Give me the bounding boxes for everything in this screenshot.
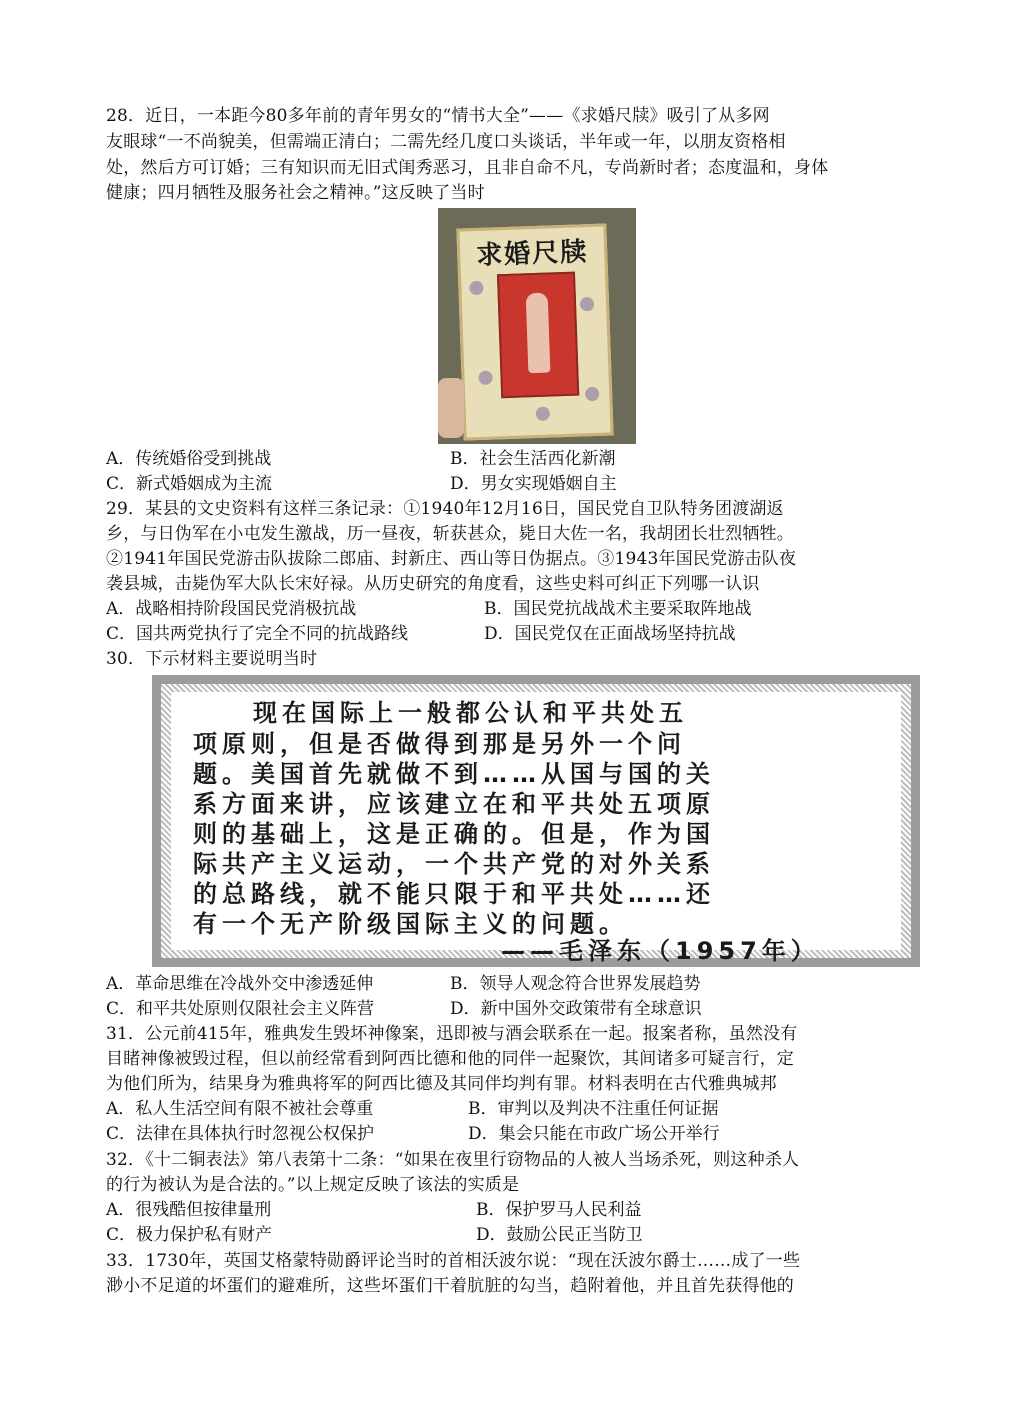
q29-line-3: ②1941年国民党游击队拔除二郎庙、封新庄、西山等日伪据点。③1943年国民党游击队夜 [106,549,797,569]
q31-option-c[interactable]: C．法律在具体执行时忽视公权保护 [106,1124,375,1144]
quote-material [171,692,901,965]
book-cover [456,223,613,440]
q29-line-4: 袭县城，击毙伪军大队长宋好禄。从历史研究的角度看，这些史料可纠正下列哪一认识 [106,574,760,594]
q32-line-1: 32．《十二铜表法》第八表第十二条：“如果在夜里行窃物品的人被人当场杀死，则这种杀人 [106,1150,800,1170]
q30-option-b[interactable]: B．领导人观念符合世界发展趋势 [450,974,701,994]
q29-option-b[interactable]: B．国民党抗战战术主要采取阵地战 [484,599,752,619]
q30-option-c[interactable]: C．和平共处原则仅限社会主义阵营 [106,999,375,1019]
q32-line-2: 的行为被认为是合法的。”以上规定反映了该法的实质是 [106,1175,520,1195]
quote-line: 有一个无产阶级国际主义的问题。 [193,910,628,938]
quote-line: 则的基础上，这是正确的。但是，作为国 [193,820,715,848]
quote-line: 际共产主义运动，一个共产党的对外关系 [193,850,715,878]
q28-option-b[interactable]: B．社会生活西化新潮 [450,449,616,469]
book-cover-illustration [497,272,579,399]
book-cover-title: 求婚尺牍 [475,237,589,271]
quote-material-box [152,675,920,967]
q32-option-c[interactable]: C．极力保护私有财产 [106,1225,273,1245]
q33-line-1: 33．1730年，英国艾格蒙特勋爵评论当时的首相沃波尔说：“现在沃波尔爵士……成了一些 [106,1251,801,1271]
quote-attribution: ——毛泽东（1957年） [501,937,820,965]
flower-ornament [585,387,599,401]
q29-line-2: 乡，与日伪军在小屯发生激战，历一昼夜，斩获甚众，毙日大佐一名，我胡团长壮烈牺牲。 [106,524,794,544]
q28-option-c[interactable]: C．新式婚姻成为主流 [106,474,273,494]
quote-line: 的总路线，就不能只限于和平共处……还 [193,880,715,908]
thumb [438,378,464,438]
q32-option-a[interactable]: A．很残酷但按律量刑 [106,1200,272,1220]
quote-line: 项原则，但是否做得到那是另外一个问 [193,730,686,758]
q29-option-a[interactable]: A．战略相持阶段国民党消极抗战 [106,599,357,619]
q31-option-b[interactable]: B．审判以及判决不注重任何证据 [468,1099,719,1119]
flower-ornament [469,281,483,295]
q29-option-c[interactable]: C．国共两党执行了完全不同的抗战路线 [106,624,409,644]
q28-line-3: 处，然后方可订婚；三有知识而无旧式闺秀恶习，且非自命不凡，专尚新时者；态度温和，身体 [106,158,829,178]
flower-ornament [580,297,594,311]
q28-line-4: 健康；四月牺牲及服务社会之精神。”这反映了当时 [106,183,485,203]
quote-line: 系方面来讲，应该建立在和平共处五项原 [193,790,715,818]
q28-option-d[interactable]: D．男女实现婚姻自主 [450,474,617,494]
quote-line: 现在国际上一般都公认和平共处五 [253,699,688,727]
flower-ornament [536,407,550,421]
q28-line-2: 友眼球“一不尚貌美，但需端正清白；二需先经几度口头谈话，半年或一年，以朋友资格相 [106,132,786,152]
q29-option-d[interactable]: D．国民党仅在正面战场坚持抗战 [484,624,736,644]
q28-line-1: 28．近日，一本距今80多年前的青年男女的“情书大全”——《求婚尺牍》吸引了从多网 [106,106,770,126]
q31-option-d[interactable]: D．集会只能在市政广场公开举行 [468,1124,720,1144]
q33-line-2: 渺小不足道的坏蛋们的避难所，这些坏蛋们干着肮脏的勾当，趋附着他，并且首先获得他的 [106,1276,794,1296]
q30-option-a[interactable]: A．革命思维在冷战外交中渗透延伸 [106,974,374,994]
q31-line-3: 为他们所为，结果身为雅典将军的阿西比德及其同伴均判有罪。材料表明在古代雅典城邦 [106,1074,777,1094]
q31-option-a[interactable]: A．私人生活空间有限不被社会尊重 [106,1099,374,1119]
q28-option-a[interactable]: A．传统婚俗受到挑战 [106,449,272,469]
woman-figure [526,293,551,374]
book-cover-photo [438,208,636,444]
q30-stem: 30．下示材料主要说明当时 [106,649,318,669]
q32-option-b[interactable]: B．保护罗马人民利益 [476,1200,642,1220]
q29-line-1: 29．某县的文史资料有这样三条记录：①1940年12月16日，国民党自卫队特务团渡湖返 [106,499,784,519]
q31-line-2: 目睹神像被毁过程，但以前经常看到阿西比德和他的同伴一起聚饮，其间诸多可疑言行，定 [106,1049,794,1069]
q32-option-d[interactable]: D．鼓励公民正当防卫 [476,1225,643,1245]
q31-line-1: 31．公元前415年，雅典发生毁坏神像案，迅即被与酒会联系在一起。报案者称，虽然没有 [106,1024,798,1044]
q30-option-d[interactable]: D．新中国外交政策带有全球意识 [450,999,702,1019]
flower-ornament [478,371,492,385]
quote-line: 题。美国首先就做不到……从国与国的关 [193,760,715,788]
